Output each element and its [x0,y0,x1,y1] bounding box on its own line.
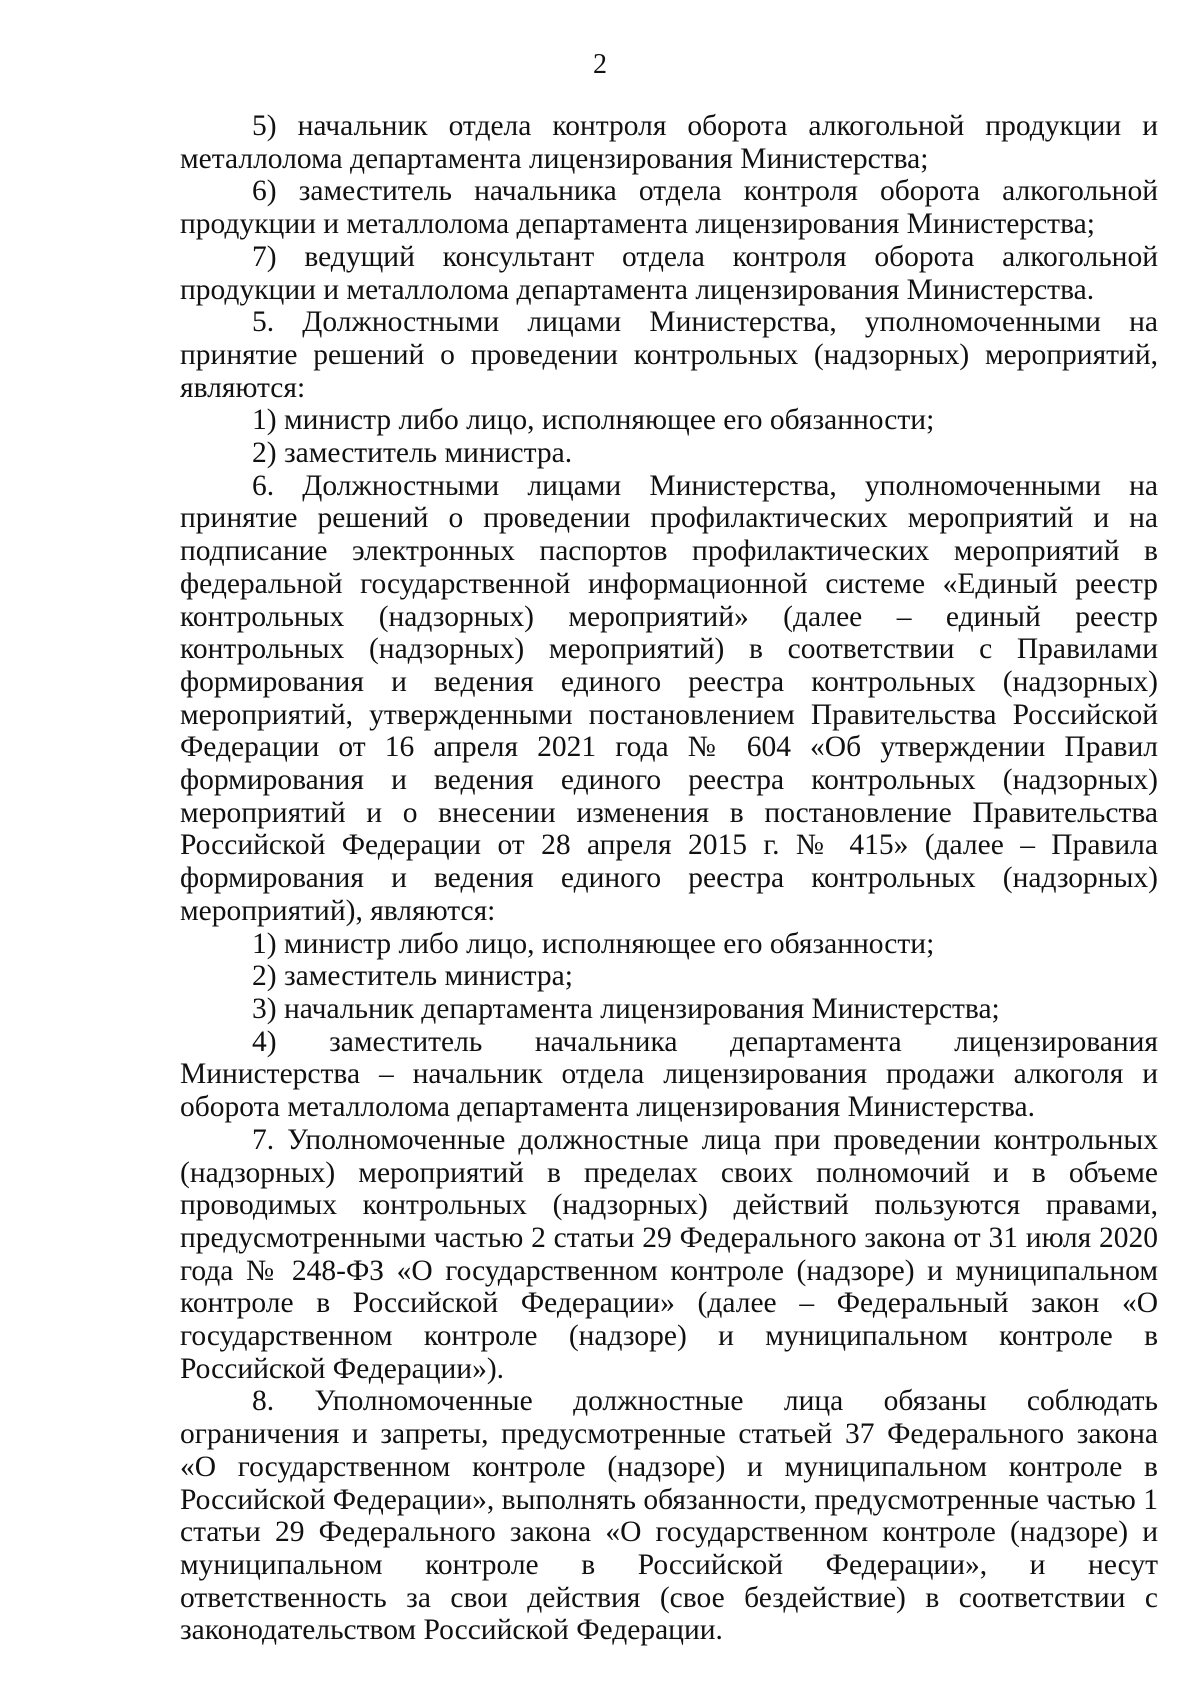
paragraph-clause-5: 5. Должностными лицами Министерства, уполномоченными на принятие решений о проведении контрольных (надзорных) мероприятий, являются: [180,306,1158,404]
paragraph-item-5: 5) начальник отдела контроля оборота алкогольной продукции и металлолома департамента лицензирования Министерства; [180,110,1158,175]
paragraph-clause-6-item-4: 4) заместитель начальника департамента лицензирования Министерства – начальник отдела лицензирования продажи алкоголя и оборота металлолома департамента лицензирования Министерства. [180,1025,1158,1124]
paragraph-item-6: 6) заместитель начальника отдела контроля оборота алкогольной продукции и металлолома департамента лицензирования Министерства; [180,175,1158,241]
paragraph-clause-6-item-3: 3) начальник департамента лицензирования Министерства; [252,992,1000,1025]
paragraph-clause-6: 6. Должностными лицами Министерства, уполномоченными на принятие решений о проведении профилактических мероприятий и на подписание электронных паспортов профилактических мероприятий в федеральной государственной информационной системе «Единый реестр контрольных (надзорных) мероприятий» (далее – единый реестр контрольных (надзорных) мероприятий) в соответствии с Правилами формирования и ведения единого реестра контрольных (надзорных) мероприятий, утвержденными постановлением Правительства Российской Федерации от 16 апреля 2021 года № 604 «Об утверждении Правил формирования и ведения единого реестра контрольных (надзорных) мероприятий и о внесении изменения в постановление Правительства Российской Федерации от 28 апреля 2015 г. № 415» (далее – Правила формирования и ведения единого реестра контрольных (надзорных) мероприятий), являются: [180,469,1158,927]
paragraph-clause-6-item-1: 1) министр либо лицо, исполняющее его обязанности; [252,927,935,960]
paragraph-clause-5-item-2: 2) заместитель министра. [252,437,573,470]
paragraph-item-7: 7) ведущий консультант отдела контроля оборота алкогольной продукции и металлолома департамента лицензирования Министерства. [180,240,1158,306]
paragraph-clause-6-item-2: 2) заместитель министра; [252,960,573,993]
paragraph-clause-8: 8. Уполномоченные должностные лица обязаны соблюдать ограничения и запреты, предусмотренные статьей 37 Федерального закона «О государственном контроле (надзоре) и муниципальном контроле в Российской Федерации», выполнять обязанности, предусмотренные частью 1 статьи 29 Федерального закона «О государственном контроле (надзоре) и муниципальном контроле в Российской Федерации», и несут ответственность за свои действия (свое бездействие) в соответствии с законодательством Российской Федерации. [180,1385,1158,1647]
paragraph-clause-5-item-1: 1) министр либо лицо, исполняющее его обязанности; [252,404,935,437]
document-body [180,110,1158,1647]
paragraph-clause-7: 7. Уполномоченные должностные лица при проведении контрольных (надзорных) мероприятий в пределах своих полномочий и в объеме проводимых контрольных (надзорных) действий пользуются правами, предусмотренными частью 2 статьи 29 Федерального закона от 31 июля 2020 года № 248-ФЗ «О государственном контроле (надзоре) и муниципальном контроле в Российской Федерации» (далее – Федеральный закон «О государственном контроле (надзоре) и муниципальном контроле в Российской Федерации»). [180,1123,1158,1385]
page-number: 2 [593,49,607,80]
